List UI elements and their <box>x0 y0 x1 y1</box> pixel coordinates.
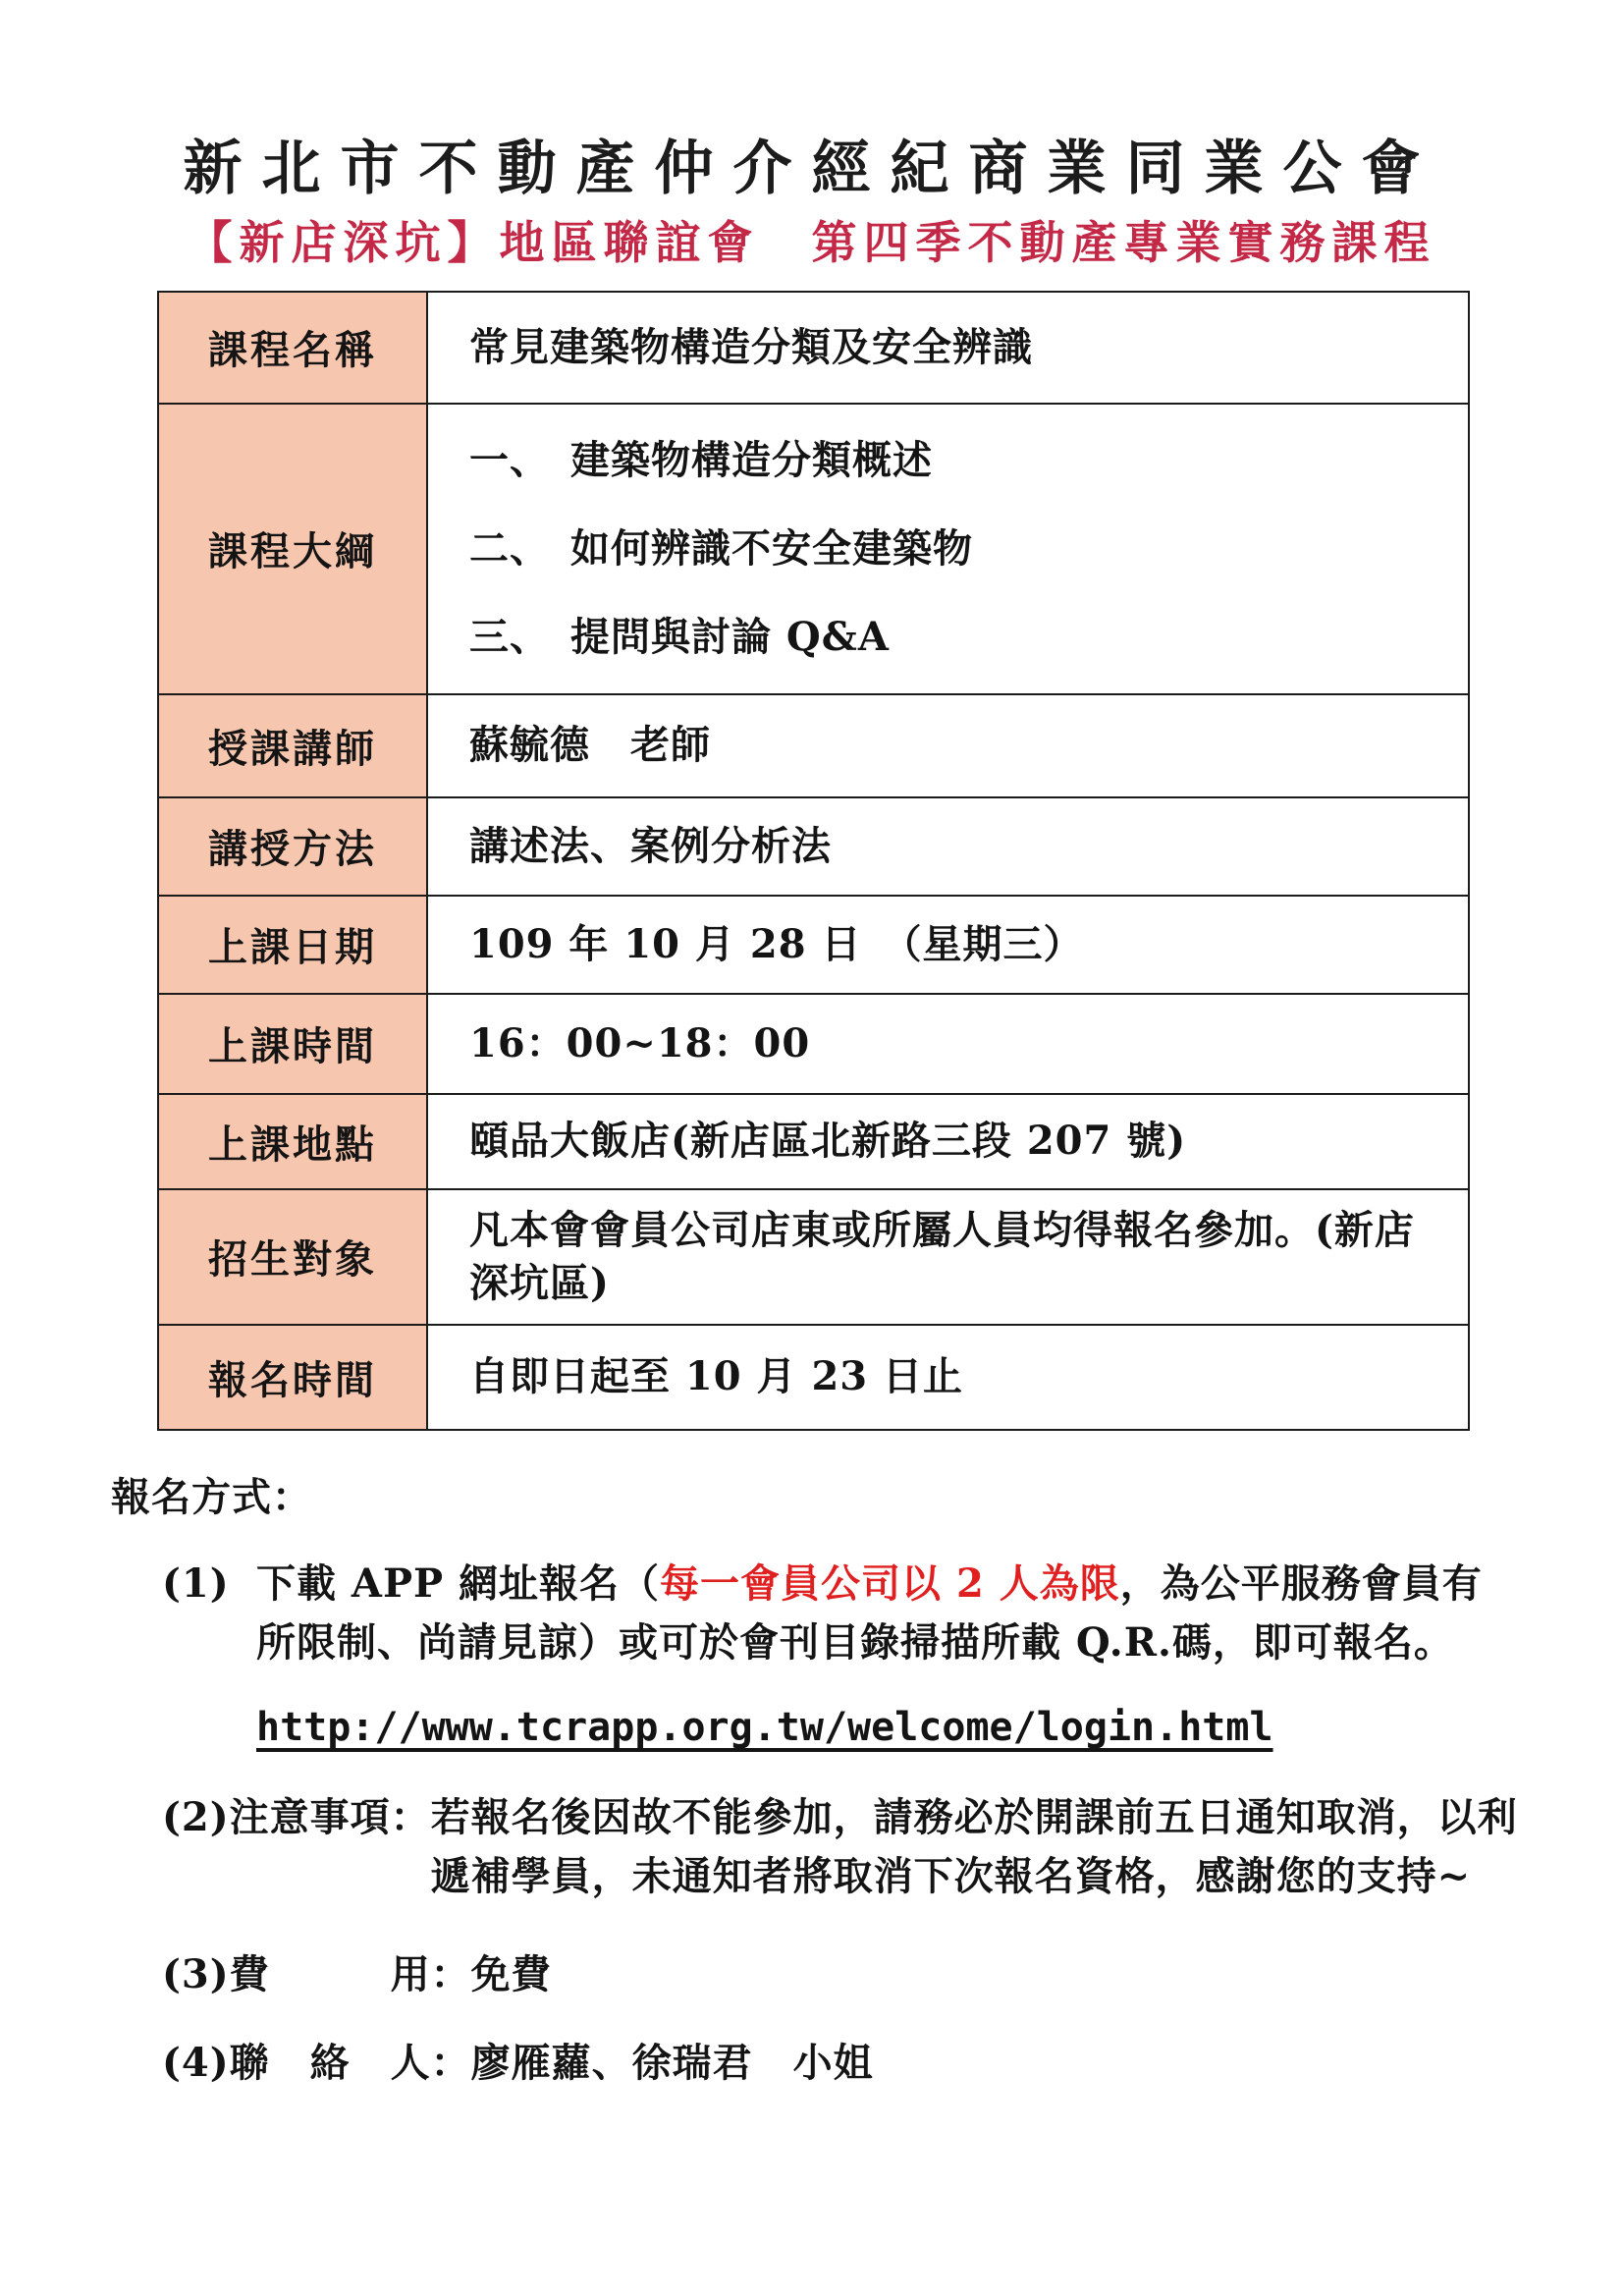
table-row-lecturer <box>158 694 1469 797</box>
item-1-text-before: 下載 APP 網址報名（ <box>256 1559 661 1607</box>
row-value-course-name: 常見建築物構造分類及安全辨識 <box>427 292 1469 404</box>
table-row-course-name <box>158 292 1469 404</box>
row-value-class-location: 頤品大飯店(新店區北新路三段 207 號) <box>427 1094 1469 1189</box>
table-row-class-time <box>158 994 1469 1094</box>
table-row-target-audience <box>158 1189 1469 1325</box>
registration-heading: 報名方式： <box>111 1473 312 1520</box>
item-1-highlighted-text: 每一會員公司以 2 人為限 <box>660 1559 1120 1607</box>
item-1-text <box>256 1555 1520 1763</box>
row-value-lecturer: 蘇毓德 老師 <box>427 694 1469 797</box>
page-title: 新北市不動產仲介經紀商業同業公會 <box>183 135 1440 203</box>
item-2-label: (2)注意事項： <box>162 1793 431 1840</box>
row-label-target-audience: 招生對象 <box>158 1189 427 1325</box>
row-label-course-outline: 課程大綱 <box>158 404 427 694</box>
row-value-course-outline <box>427 404 1469 694</box>
registration-url-link[interactable]: http://www.tcrapp.org.tw/welcome/login.html <box>256 1704 1273 1750</box>
row-value-class-time: 16：00~18：00 <box>427 994 1469 1094</box>
row-label-teaching-method: 講授方法 <box>158 797 427 896</box>
item-2-text: 若報名後因故不能參加，請務必於開課前五日通知取消，以利遞補學員，未通知者將取消下次報名資格，感謝您的支持~ <box>430 1793 1518 1899</box>
item-1-number: (1) <box>162 1559 230 1607</box>
row-label-registration-period: 報名時間 <box>158 1325 427 1430</box>
registration-section <box>111 1468 1520 2093</box>
row-value-registration-period: 自即日起至 10 月 23 日止 <box>427 1325 1469 1430</box>
page-subtitle: 【新店深坑】地區聯誼會 第四季不動產專業實務課程 <box>187 216 1436 269</box>
outline-item-2: 二、 如何辨識不安全建築物 <box>469 524 973 572</box>
row-label-class-time: 上課時間 <box>158 994 427 1094</box>
row-label-class-location: 上課地點 <box>158 1094 427 1189</box>
row-label-course-name: 課程名稱 <box>158 292 427 404</box>
registration-item-4: (4)聯 絡 人：廖雁蘿、徐瑞君 小姐 <box>162 2039 874 2086</box>
course-info-table <box>157 291 1470 1431</box>
row-label-lecturer: 授課講師 <box>158 694 427 797</box>
registration-item-2 <box>162 1788 1520 1906</box>
table-row-class-location <box>158 1094 1469 1189</box>
registration-item-3: (3)費 用：免費 <box>162 1950 552 1997</box>
registration-url-line <box>256 1698 1520 1757</box>
outline-item-1: 一、 建築物構造分類概述 <box>469 436 933 483</box>
table-row-teaching-method <box>158 797 1469 896</box>
table-row-course-outline <box>158 404 1469 694</box>
row-label-class-date: 上課日期 <box>158 896 427 994</box>
outline-item-3: 三、 提問與討論 Q&A <box>469 613 890 660</box>
table-row-class-date <box>158 896 1469 994</box>
row-value-class-date: 109 年 10 月 28 日 （星期三） <box>427 896 1469 994</box>
item-1-text-after: ，為公平服務會員有所限制、尚請見諒）或可於會刊目錄掃描所載 Q.R.碼，即可報名。 <box>256 1559 1483 1666</box>
row-value-teaching-method: 講述法、案例分析法 <box>427 797 1469 896</box>
registration-item-1 <box>162 1555 1520 1763</box>
row-value-target-audience: 凡本會會員公司店東或所屬人員均得報名參加。(新店深坑區) <box>427 1189 1469 1325</box>
table-row-registration-period <box>158 1325 1469 1430</box>
